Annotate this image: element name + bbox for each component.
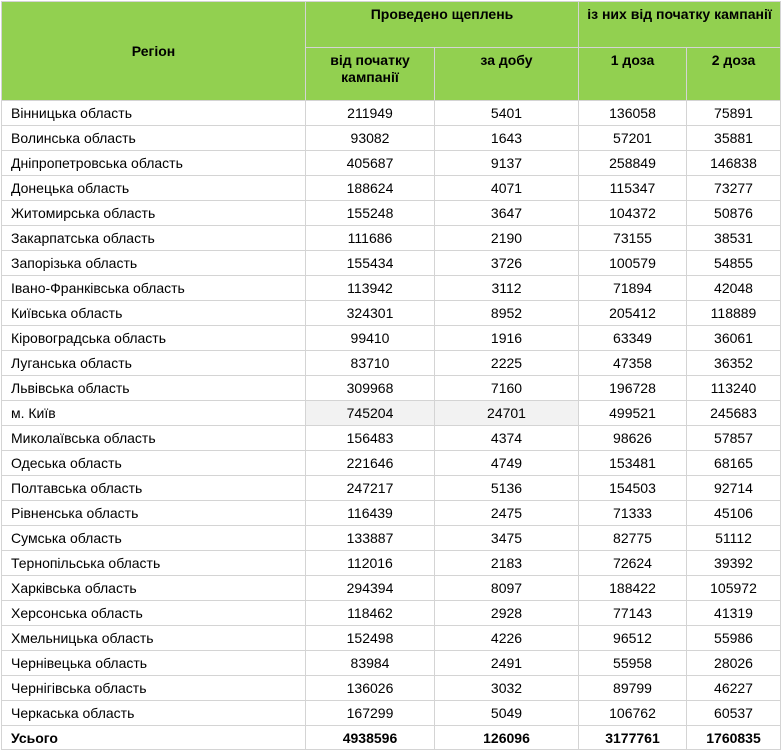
header-row-top (2, 2, 781, 48)
region-cell: Донецька область (2, 176, 306, 201)
since-start-cell: 113942 (306, 276, 435, 301)
dose-2-cell: 50876 (687, 201, 781, 226)
table-row (2, 226, 781, 251)
dose-2-cell: 45106 (687, 501, 781, 526)
per-day-cell: 2225 (435, 351, 579, 376)
per-day-cell: 1643 (435, 126, 579, 151)
dose-1-cell: 57201 (579, 126, 687, 151)
region-cell: Івано-Франківська область (2, 276, 306, 301)
region-cell: Вінницька область (2, 101, 306, 126)
total-dose-2: 1760835 (687, 726, 781, 750)
dose-2-cell: 146838 (687, 151, 781, 176)
dose-2-cell: 75891 (687, 101, 781, 126)
since-start-cell: 155434 (306, 251, 435, 276)
table-row (2, 176, 781, 201)
dose-1-cell: 196728 (579, 376, 687, 401)
header-per-day: за добу (435, 48, 579, 101)
dose-2-cell: 46227 (687, 676, 781, 701)
since-start-cell: 116439 (306, 501, 435, 526)
dose-1-cell: 258849 (579, 151, 687, 176)
dose-2-cell: 42048 (687, 276, 781, 301)
header-of-them: із них від початку кампанії (579, 2, 781, 48)
dose-2-cell: 35881 (687, 126, 781, 151)
per-day-cell: 2491 (435, 651, 579, 676)
header-region: Регіон (2, 2, 306, 101)
region-cell: Львівська область (2, 376, 306, 401)
dose-2-cell: 60537 (687, 701, 781, 726)
since-start-cell: 294394 (306, 576, 435, 601)
header-vaccinated: Проведено щеплень (306, 2, 579, 48)
dose-1-cell: 63349 (579, 326, 687, 351)
table-row (2, 601, 781, 626)
since-start-cell: 111686 (306, 226, 435, 251)
since-start-cell: 167299 (306, 701, 435, 726)
total-dose-1: 3177761 (579, 726, 687, 750)
region-cell: Рівненська область (2, 501, 306, 526)
dose-1-cell: 73155 (579, 226, 687, 251)
table-row (2, 676, 781, 701)
dose-1-cell: 96512 (579, 626, 687, 651)
per-day-cell: 5401 (435, 101, 579, 126)
dose-1-cell: 154503 (579, 476, 687, 501)
table-row (2, 401, 781, 426)
per-day-cell: 4749 (435, 451, 579, 476)
total-label: Усього (2, 726, 306, 750)
dose-2-cell: 68165 (687, 451, 781, 476)
per-day-cell: 2183 (435, 551, 579, 576)
per-day-cell: 3726 (435, 251, 579, 276)
since-start-cell: 93082 (306, 126, 435, 151)
region-cell: Житомирська область (2, 201, 306, 226)
dose-2-cell: 118889 (687, 301, 781, 326)
region-cell: Кіровоградська область (2, 326, 306, 351)
per-day-cell: 9137 (435, 151, 579, 176)
table-row (2, 376, 781, 401)
dose-2-cell: 28026 (687, 651, 781, 676)
per-day-cell: 2928 (435, 601, 579, 626)
dose-2-cell: 92714 (687, 476, 781, 501)
dose-2-cell: 54855 (687, 251, 781, 276)
dose-1-cell: 153481 (579, 451, 687, 476)
region-cell: Запорізька область (2, 251, 306, 276)
since-start-cell: 324301 (306, 301, 435, 326)
total-per-day: 126096 (435, 726, 579, 750)
region-cell: Харківська область (2, 576, 306, 601)
since-start-cell: 155248 (306, 201, 435, 226)
dose-1-cell: 188422 (579, 576, 687, 601)
per-day-cell: 1916 (435, 326, 579, 351)
table-row (2, 101, 781, 126)
per-day-cell: 3032 (435, 676, 579, 701)
region-cell: Полтавська область (2, 476, 306, 501)
table-row (2, 351, 781, 376)
per-day-cell: 2475 (435, 501, 579, 526)
header-dose-2: 2 доза (687, 48, 781, 101)
region-cell: Київська область (2, 301, 306, 326)
table-row (2, 526, 781, 551)
dose-2-cell: 39392 (687, 551, 781, 576)
since-start-cell: 112016 (306, 551, 435, 576)
dose-1-cell: 100579 (579, 251, 687, 276)
since-start-cell: 152498 (306, 626, 435, 651)
since-start-cell: 309968 (306, 376, 435, 401)
region-cell: Луганська область (2, 351, 306, 376)
region-cell: Сумська область (2, 526, 306, 551)
since-start-cell: 405687 (306, 151, 435, 176)
per-day-cell: 3647 (435, 201, 579, 226)
region-cell: м. Київ (2, 401, 306, 426)
per-day-cell: 3475 (435, 526, 579, 551)
dose-1-cell: 71333 (579, 501, 687, 526)
since-start-cell: 118462 (306, 601, 435, 626)
table-row (2, 451, 781, 476)
table-row (2, 301, 781, 326)
dose-1-cell: 55958 (579, 651, 687, 676)
table-body (2, 101, 781, 726)
per-day-cell: 8097 (435, 576, 579, 601)
table-row (2, 251, 781, 276)
since-start-cell: 83710 (306, 351, 435, 376)
table-row (2, 701, 781, 726)
region-cell: Закарпатська область (2, 226, 306, 251)
region-cell: Тернопільська область (2, 551, 306, 576)
since-start-cell: 745204 (306, 401, 435, 426)
header-dose-1: 1 доза (579, 48, 687, 101)
since-start-cell: 247217 (306, 476, 435, 501)
dose-1-cell: 72624 (579, 551, 687, 576)
dose-2-cell: 245683 (687, 401, 781, 426)
table-row (2, 126, 781, 151)
per-day-cell: 24701 (435, 401, 579, 426)
per-day-cell: 2190 (435, 226, 579, 251)
since-start-cell: 211949 (306, 101, 435, 126)
dose-2-cell: 55986 (687, 626, 781, 651)
region-cell: Миколаївська область (2, 426, 306, 451)
dose-1-cell: 77143 (579, 601, 687, 626)
per-day-cell: 5136 (435, 476, 579, 501)
since-start-cell: 133887 (306, 526, 435, 551)
per-day-cell: 4226 (435, 626, 579, 651)
region-cell: Чернігівська область (2, 676, 306, 701)
region-cell: Одеська область (2, 451, 306, 476)
dose-2-cell: 105972 (687, 576, 781, 601)
per-day-cell: 7160 (435, 376, 579, 401)
per-day-cell: 4071 (435, 176, 579, 201)
header-since-start: від початку кампанії (306, 48, 435, 101)
dose-2-cell: 57857 (687, 426, 781, 451)
table-row (2, 551, 781, 576)
dose-2-cell: 41319 (687, 601, 781, 626)
region-cell: Чернівецька область (2, 651, 306, 676)
since-start-cell: 188624 (306, 176, 435, 201)
dose-1-cell: 104372 (579, 201, 687, 226)
table-row (2, 651, 781, 676)
dose-1-cell: 115347 (579, 176, 687, 201)
dose-1-cell: 98626 (579, 426, 687, 451)
region-cell: Дніпропетровська область (2, 151, 306, 176)
table-row (2, 326, 781, 351)
dose-1-cell: 71894 (579, 276, 687, 301)
region-cell: Волинська область (2, 126, 306, 151)
vaccination-table (1, 1, 781, 750)
dose-1-cell: 106762 (579, 701, 687, 726)
per-day-cell: 8952 (435, 301, 579, 326)
dose-2-cell: 36061 (687, 326, 781, 351)
table-row (2, 201, 781, 226)
dose-1-cell: 89799 (579, 676, 687, 701)
dose-1-cell: 82775 (579, 526, 687, 551)
dose-2-cell: 113240 (687, 376, 781, 401)
region-cell: Херсонська область (2, 601, 306, 626)
table-row (2, 276, 781, 301)
table-row (2, 576, 781, 601)
per-day-cell: 5049 (435, 701, 579, 726)
since-start-cell: 83984 (306, 651, 435, 676)
dose-2-cell: 38531 (687, 226, 781, 251)
table-row (2, 476, 781, 501)
since-start-cell: 136026 (306, 676, 435, 701)
dose-1-cell: 47358 (579, 351, 687, 376)
table-row (2, 426, 781, 451)
since-start-cell: 99410 (306, 326, 435, 351)
table-row (2, 626, 781, 651)
table-row (2, 501, 781, 526)
dose-2-cell: 51112 (687, 526, 781, 551)
per-day-cell: 3112 (435, 276, 579, 301)
region-cell: Хмельницька область (2, 626, 306, 651)
total-since-start: 4938596 (306, 726, 435, 750)
region-cell: Черкаська область (2, 701, 306, 726)
since-start-cell: 156483 (306, 426, 435, 451)
dose-1-cell: 499521 (579, 401, 687, 426)
dose-2-cell: 73277 (687, 176, 781, 201)
table-row (2, 151, 781, 176)
dose-1-cell: 205412 (579, 301, 687, 326)
dose-1-cell: 136058 (579, 101, 687, 126)
total-row (2, 726, 781, 750)
per-day-cell: 4374 (435, 426, 579, 451)
dose-2-cell: 36352 (687, 351, 781, 376)
since-start-cell: 221646 (306, 451, 435, 476)
